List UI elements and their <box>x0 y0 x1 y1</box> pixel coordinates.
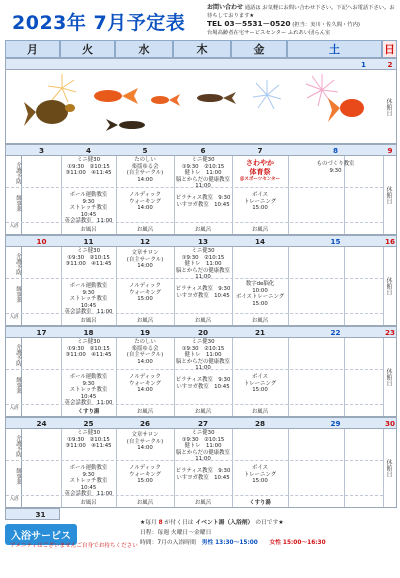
cell-wed-kaigo: たのしい 楽揺ゆる会 (自主サークル) 14:00 <box>126 339 164 365</box>
date-fri: 21 <box>254 328 265 337</box>
weekday-header <box>5 40 397 58</box>
label-bath: 入浴 <box>9 497 19 502</box>
label-bath: 入浴 <box>9 315 19 320</box>
goldfish-fireworks-icon <box>22 70 382 145</box>
cell-tue-kaigo: ミニ健30 ①9:30 ②10:15 ③11:00 ④11:45 <box>65 157 112 177</box>
date-wed: 12 <box>139 237 150 246</box>
header <box>0 0 400 40</box>
weekday-sat: 土 <box>287 40 382 58</box>
cell-thu-kaigo: ミニ健30 ①9:30 ②10:15 健トレ 11:00 脳とからだの健康教室11:00 <box>176 339 230 372</box>
date-tue: 18 <box>83 328 94 337</box>
contact-info <box>207 4 397 37</box>
date-mon: 3 <box>38 146 44 155</box>
sunday-closed: 休館日 <box>385 277 392 295</box>
cell-wed-kyoiku: ノルディック ウォーキング 15:00 <box>129 465 161 485</box>
label-kaigo: 介護予防 <box>15 161 21 185</box>
label-kyoiku: 餌事業 <box>15 467 21 485</box>
time-line: 時間：7月の入浴時間 男性 13:30～15:00 女性 15:00～16:30 <box>140 540 326 546</box>
contact-label: お問い合わせ <box>207 4 244 11</box>
weekday-wed: 水 <box>115 40 173 58</box>
decorative-art <box>22 70 382 145</box>
page-title: 2023年 7月予定表 <box>12 12 186 34</box>
bath-wed: お風呂 <box>136 409 154 415</box>
cell-thu-kaigo: ミニ健30 ①9:30 ②10:15 健トレ 11:00 脳とからだの健康教室11:00 <box>176 248 230 281</box>
bath-thu: お風呂 <box>194 500 212 506</box>
label-bath: 入浴 <box>9 224 19 229</box>
footer <box>0 510 400 578</box>
date-thu: 27 <box>197 419 208 428</box>
bath-fri: お風呂 <box>251 227 269 233</box>
cell-fri-kyoiku: ボイス トレーニング 15:00 <box>243 374 277 394</box>
label-bath: 入浴 <box>9 406 19 411</box>
cell-fri-kyoiku: ボイス トレーニング 15:00 <box>243 192 277 212</box>
cell-tue-kaigo: ミニ健30 ①9:30 ②10:15 ③11:00 ④11:45 <box>65 248 112 268</box>
label-kaigo: 介護予防 <box>15 343 21 367</box>
schedule-line: 日程：毎週 火曜日～金曜日 <box>140 530 212 536</box>
bath-thu: お風呂 <box>194 318 212 324</box>
kusuri-bath-tue: くすり湯 <box>77 409 100 415</box>
cell-wed-kaigo: 文章サロン (自主サークル) 14:00 <box>126 250 164 270</box>
cell-sat-kaigo: ものづくり教室 9:30 <box>316 161 355 174</box>
date-tue: 25 <box>83 419 94 428</box>
bath-service-title: 入浴サービス <box>5 524 77 545</box>
label-kaigo: 介護予防 <box>15 434 21 458</box>
cell-thu-kaigo: ミニ健30 ①9:30 ②10:15 健トレ 11:00 脳とからだの健康教室11:00 <box>176 157 230 190</box>
date-wed: 19 <box>139 328 150 337</box>
weekday-sun: 日 <box>382 40 397 58</box>
date-sat: 1 <box>360 60 366 69</box>
weekday-tue: 火 <box>60 40 115 58</box>
kusuri-bath-fri: くすり湯 <box>249 500 271 506</box>
week-5 <box>5 417 397 508</box>
cell-tue-kaigo: ミニ健30 ①9:30 ②10:15 ③11:00 ④11:45 <box>65 430 112 450</box>
contact-tel-area: (担当：実川・佐久間・竹内) <box>292 22 360 29</box>
date-sun: 16 <box>384 237 395 246</box>
date-tue: 4 <box>85 146 91 155</box>
date-mon: 31 <box>35 510 46 519</box>
date-thu: 20 <box>197 328 208 337</box>
sunday-closed: 休館日 <box>385 97 392 116</box>
event-bath-line: ★毎月 8 が付く日は イベント湯（入浴剤） の日です★ <box>140 520 284 526</box>
sunday-closed: 休館日 <box>385 368 392 386</box>
date-sun: 2 <box>387 60 393 69</box>
bath-wed: お風呂 <box>136 318 154 324</box>
event-sports-day: さわやか 体育祭 ＠スポーツセンター <box>239 159 281 182</box>
label-kaigo: 介護予防 <box>15 252 21 276</box>
bath-wed: お風呂 <box>136 500 154 506</box>
cell-tue-kaigo: ミニ健30 ①9:30 ②10:15 ③11:00 ④11:45 <box>65 339 112 359</box>
week-2 <box>5 144 397 235</box>
date-sun: 30 <box>384 419 395 428</box>
date-mon: 24 <box>36 419 47 428</box>
date-thu: 13 <box>197 237 208 246</box>
cell-tue-kyoiku: ボール運動教室 9:30 ストレッチ教室 10:45 英会話教室 11:00 <box>64 192 113 225</box>
cell-wed-kyoiku: ノルディック ウォーキング 15:00 <box>129 283 161 303</box>
label-kyoiku: 餌事業 <box>15 285 21 303</box>
bath-tue: お風呂 <box>80 500 97 506</box>
cell-wed-kaigo: 文章サロン (自主サークル) 14:00 <box>126 432 164 452</box>
bath-fri: お風呂 <box>251 409 269 415</box>
date-wed: 5 <box>142 146 148 155</box>
date-mon: 10 <box>36 237 47 246</box>
date-sun: 9 <box>387 146 393 155</box>
sunday-closed: 休館日 <box>385 186 392 204</box>
date-sat: 8 <box>332 146 338 155</box>
date-fri: 14 <box>254 237 265 246</box>
bath-thu: お風呂 <box>194 409 212 415</box>
contact-line1: 通話は お気軽にお問い合わせ下さい。下記へお電話下さい。お待ちしております★ <box>207 5 395 19</box>
cell-fri-kyoiku: ボイス トレーニング 15:00 <box>243 465 277 485</box>
cell-thu-kyoiku: ピラティス教室 9:30 いすヨガ教室 10:45 <box>175 195 231 208</box>
date-sat: 22 <box>330 328 341 337</box>
date-fri: 28 <box>254 419 265 428</box>
date-wed: 26 <box>139 419 150 428</box>
date-fri: 7 <box>257 146 263 155</box>
cell-tue-kyoiku: ボール運動教室 9:30 ストレッチ教室 10:45 英会話教室 11:00 <box>64 465 113 498</box>
contact-tel: TEL 03－5531－0520 <box>207 19 291 29</box>
week-1 <box>5 58 397 144</box>
bath-tue: お風呂 <box>80 227 97 233</box>
date-thu: 6 <box>200 146 206 155</box>
cell-wed-kyoiku: ノルディック ウォーキング 14:00 <box>129 192 161 212</box>
date-sat: 15 <box>330 237 341 246</box>
week-3 <box>5 235 397 326</box>
weekday-mon: 月 <box>5 40 60 58</box>
date-tue: 11 <box>83 237 94 246</box>
cell-thu-kyoiku: ピラティス教室 9:30 いすヨガ教室 10:45 <box>175 468 231 481</box>
bath-info <box>140 518 398 548</box>
cell-wed-kaigo: たのしい 楽揺ゆる会 (自主サークル) 14:00 <box>126 157 164 183</box>
bath-tue: お風呂 <box>80 318 97 324</box>
contact-line2: 台場高齢者在宅サービスセンター ふれあい団らん室 <box>207 29 331 36</box>
cell-tue-kyoiku: ボール運動教室 9:30 ストレッチ教室 10:45 英会話教室 11:00 <box>64 374 113 407</box>
date-sun: 23 <box>384 328 395 337</box>
date-mon: 17 <box>36 328 47 337</box>
week-4 <box>5 326 397 417</box>
cell-fri-kyoiku: 数字de脳化 10:00 ボイストレーニング 15:00 <box>235 281 285 307</box>
cell-tue-kyoiku: ボール運動教室 9:30 ストレッチ教室 10:45 英会話教室 11:00 <box>64 283 113 316</box>
sunday-closed: 休館日 <box>385 459 392 477</box>
weekday-fri: 金 <box>231 40 287 58</box>
label-kyoiku: 餌事業 <box>15 376 21 394</box>
cell-thu-kaigo: ミニ健30 ①9:30 ②10:15 健トレ 11:00 脳とからだの健康教室11:00 <box>176 430 230 463</box>
cell-thu-kyoiku: ピラティス教室 9:30 いすヨガ教室 10:45 <box>175 377 231 390</box>
bath-wed: お風呂 <box>136 227 154 233</box>
date-bar <box>6 59 396 70</box>
date-sat: 29 <box>330 419 341 428</box>
cell-thu-kyoiku: ピラティス教室 9:30 いすヨガ教室 10:45 <box>175 286 231 299</box>
cell-wed-kyoiku: ノルディック ウォーキング 14:00 <box>129 374 161 394</box>
label-kyoiku: 餌事業 <box>15 194 21 212</box>
bath-thu: お風呂 <box>194 227 212 233</box>
weekday-thu: 木 <box>173 40 231 58</box>
bath-service-note: アメニティはございませんご自身でお持ちください <box>10 543 138 549</box>
bath-fri: お風呂 <box>251 318 269 324</box>
